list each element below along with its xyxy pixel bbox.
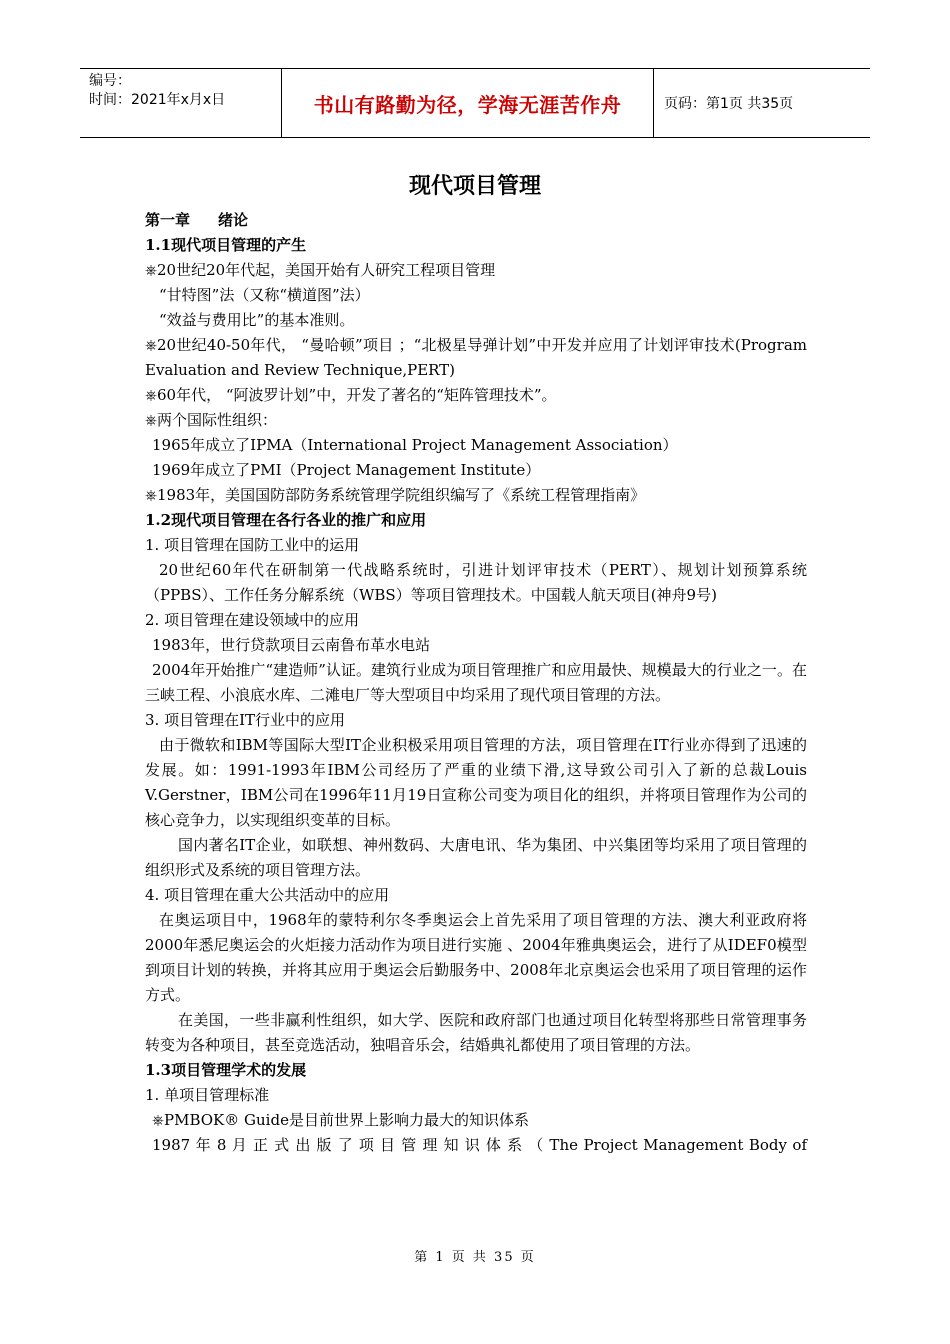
bullet-item: ⎈1983年，美国国防部防务系统管理学院组织编写了《系统工程管理指南》 xyxy=(145,486,646,504)
header-page-info: 页码：第1页 共35页 xyxy=(664,96,794,112)
subsection-heading: 3. 项目管理在IT行业中的应用 xyxy=(145,711,346,729)
subsection-heading: 4. 项目管理在重大公共活动中的应用 xyxy=(145,886,390,904)
paragraph: “效益与费用比”的基本准则。 xyxy=(159,311,355,329)
paragraph: “甘特图”法（又称“横道图”法） xyxy=(159,286,370,304)
document-title: 现代项目管理 xyxy=(408,173,541,199)
subsection-heading: 1. 项目管理在国防工业中的运用 xyxy=(145,536,360,554)
paragraph: 由于微软和IBM等国际大型IT企业积极采用项目管理的方法，项目管理在IT行业亦得到了迅速的发展。如：1991-1993年IBM公司经历了严重的业绩下滑,这导致公司引入了新的总裁Louis V.Gerstner，IBM公司在1996年11月19日宣称公司变为项目化的组织，并将项目管理作为公司的核心竞争力，以实现组织变革的目标。 xyxy=(145,736,807,829)
paragraph: 1983年，世行贷款项目云南鲁布革水电站 xyxy=(152,636,431,654)
header-number-label: 编号： xyxy=(89,73,131,89)
paragraph: 在美国，一些非赢利性组织，如大学、医院和政府部门也通过项目化转型将那些日常管理事务转变为各种项目，甚至竞选活动，独唱音乐会，结婚典礼都使用了项目管理的方法。 xyxy=(145,1011,807,1054)
section-heading: 1.1现代项目管理的产生 xyxy=(145,236,307,254)
bullet-item: ⎈20世纪20年代起，美国开始有人研究工程项目管理 xyxy=(145,261,496,279)
section-heading: 1.2现代项目管理在各行各业的推广和应用 xyxy=(145,511,427,529)
header-date-label: 时间：2021年x月x日 xyxy=(89,92,226,108)
header-motto: 书山有路勤为径，学海无涯苦作舟 xyxy=(282,69,654,137)
paragraph: 1965年成立了IPMA（International Project Management Association） xyxy=(152,436,678,454)
section-heading: 1.3项目管理学术的发展 xyxy=(145,1061,307,1079)
chapter-heading xyxy=(145,208,807,233)
paragraph: 在奥运项目中，1968年的蒙特利尔冬季奥运会上首先采用了项目管理的方法、澳大利亚政府将2000年悉尼奥运会的火炬接力活动作为项目进行实施 、2004年雅典奥运会，进行了从IDEF0模型到项目计划的转换，并将其应用于奥运会后勤服务中、2008年北京奥运会也采用了项目管理的运作方式。 xyxy=(145,911,807,1004)
paragraph: 20世纪60年代在研制第一代战略系统时，引进计划评审技术（PERT）、规划计划预算系统（PPBS）、工作任务分解系统（WBS）等项目管理技术。中国载人航天项目(神舟9号) xyxy=(145,561,807,604)
bullet-item: ⎈PMBOK® Guide是目前世界上影响力最大的知识体系 xyxy=(152,1111,529,1129)
paragraph: 国内著名IT企业，如联想、神州数码、大唐电讯、华为集团、中兴集团等均采用了项目管理的组织形式及系统的项目管理方法。 xyxy=(145,836,807,879)
subsection-heading: 2. 项目管理在建设领域中的应用 xyxy=(145,611,360,629)
subsection-heading: 1. 单项目管理标准 xyxy=(145,1086,270,1104)
document-header xyxy=(80,68,870,138)
chapter-name: 绪论 xyxy=(218,211,249,229)
bullet-item: ⎈两个国际性组织： xyxy=(145,411,278,429)
document-body xyxy=(145,208,807,1158)
bullet-item: ⎈20世纪40-50年代， “曼哈顿”项目 ；“北极星导弹计划”中开发并应用了计划评审技术(Program Evaluation and Review Technique,PERT) xyxy=(145,336,807,379)
paragraph: 1987 年 8 月 正 式 出 版 了 项 目 管 理 知 识 体 系 （ The Project Management Body of xyxy=(152,1136,807,1154)
paragraph: 2004年开始推广“建造师”认证。建筑行业成为项目管理推广和应用最快、规模最大的行业之一。在三峡工程、小浪底水库、二滩电厂等大型项目中均采用了现代项目管理的方法。 xyxy=(145,661,807,704)
header-info-cell xyxy=(80,69,282,137)
page-footer: 第 1 页 共 35 页 xyxy=(414,1250,536,1265)
bullet-item: ⎈60年代， “阿波罗计划”中，开发了著名的“矩阵管理技术”。 xyxy=(145,386,557,404)
paragraph: 1969年成立了PMI（Project Management Institute） xyxy=(152,461,541,479)
chapter-number: 第一章 xyxy=(145,211,191,229)
